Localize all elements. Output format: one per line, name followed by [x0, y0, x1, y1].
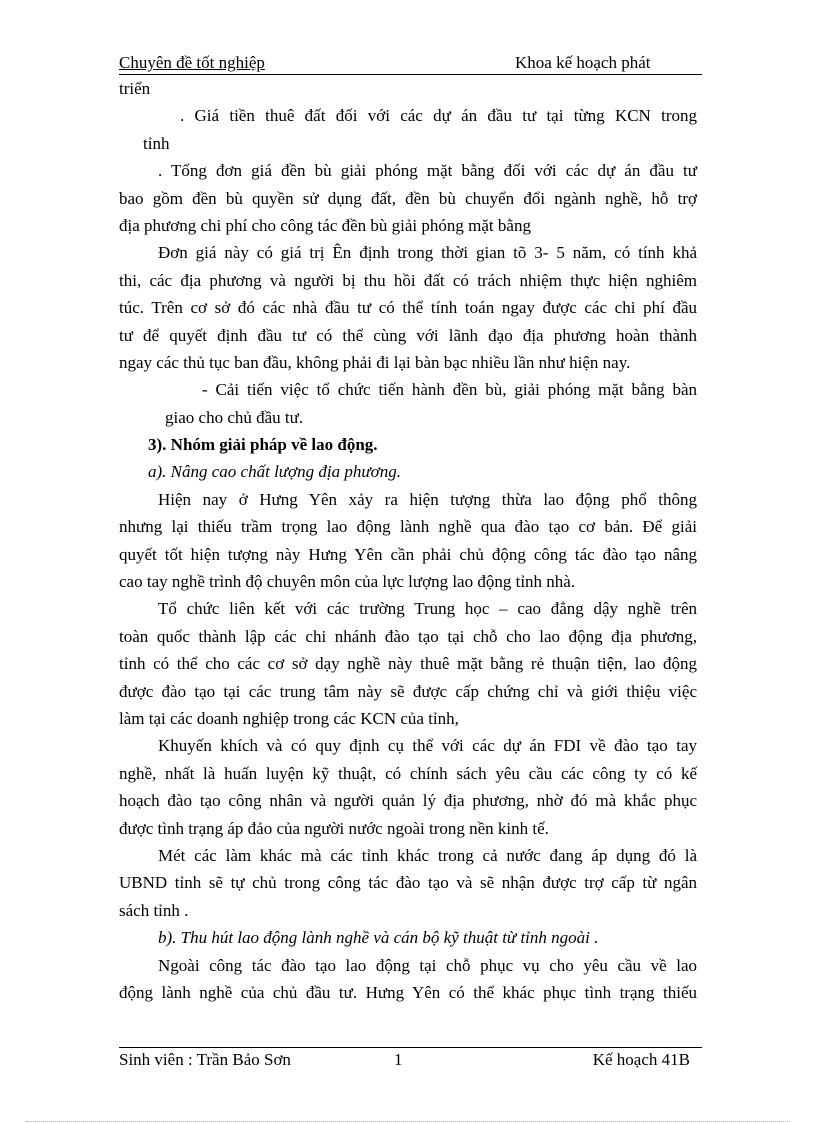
footer-class: Kế hoạch 41B: [592, 1050, 690, 1069]
subsection-heading: a). Nâng cao chất lượng địa phương.: [148, 462, 401, 482]
text-line: tỉnh có thể cho các cơ sở dạy nghề này thuê mặt bằng rẻ thuận tiện, lao động: [119, 654, 697, 674]
text-line: toàn quốc thành lập các chi nhánh đào tạo tại chỗ cho lao động địa phương,: [119, 626, 697, 646]
page-number: 1: [394, 1050, 403, 1069]
text-line: hoạch đào tạo công nhân và người quản lý địa phương, nhờ đó mà khắc phục: [119, 791, 697, 811]
text-line: quyết tốt hiện tượng này Hưng Yên cần phải chủ động công tác đào tạo nâng: [119, 544, 697, 564]
text-line: Khuyến khích và có quy định cụ thể với các dự án FDI về đào tạo tay: [158, 736, 697, 756]
page-boundary-divider: [26, 1121, 790, 1122]
text-line: sách tỉnh .: [119, 900, 189, 920]
text-line: Ngoài công tác đào tạo lao động tại chỗ phục vụ cho yêu cầu về lao: [158, 955, 697, 975]
text-line: được tình trạng áp đảo của người nước ngoài trong nền kinh tế.: [119, 818, 549, 838]
header-department: Khoa kế hoạch phát: [515, 53, 651, 72]
page-footer: [119, 1047, 702, 1072]
text-line: cao tay nghề trình độ chuyên môn của lực lượng lao động tỉnh nhà.: [119, 572, 576, 592]
text-line: Mét các làm khác mà các tỉnh khác trong cả nước đang áp dụng đó là: [158, 845, 697, 865]
text-line: động lành nghề của chủ đầu tư. Hưng Yên có thể khác phục tình trạng thiếu: [119, 982, 697, 1002]
text-line: . Giá tiền thuê đất đối với các dự án đầu tư tại từng KCN trong: [180, 106, 697, 126]
text-line: địa phương chi phí cho công tác đền bù giải phóng mặt bằng: [119, 215, 531, 235]
text-line: được đào tạo tại các trung tâm này sẽ được cấp chứng chỉ và giới thiệu việc: [119, 681, 697, 701]
text-line: làm tại các doanh nghiệp trong các KCN của tỉnh,: [119, 708, 459, 728]
text-line: . Tổng đơn giá đền bù giải phóng mặt bằng đối với các dự án đầu tư: [158, 161, 697, 181]
text-line: nhưng lại thiếu trầm trọng lao động lành nghề qua đào tạo cơ bản. Để giải: [119, 517, 697, 537]
text-line: nghề, nhất là huấn luyện kỹ thuật, có chính sách yêu cầu các công ty có kế: [119, 763, 697, 783]
text-line: túc. Trên cơ sở đó các nhà đầu tư có thể tính toán ngay được các chi phí đầu: [119, 298, 697, 318]
text-line: thi, các địa phương và người bị thu hồi đất có trách nhiệm thực hiện nghiêm: [119, 270, 697, 290]
text-line: tỉnh: [143, 133, 170, 153]
footer-student: Sinh viên : Trần Bảo Sơn: [119, 1050, 291, 1069]
text-line: giao cho chủ đầu tư.: [165, 407, 304, 427]
text-line: tư để quyết định đầu tư có thể cùng với lãnh đạo địa phương hoàn thành: [119, 325, 697, 345]
page-header: [119, 52, 702, 75]
text-line: ngay các thủ tục ban đầu, không phải đi lại bàn bạc nhiều lần như hiện nay.: [119, 352, 631, 372]
text-line: Tổ chức liên kết với các trường Trung học – cao đẳng dậy nghề trên: [158, 599, 697, 619]
text-line: - Cải tiến việc tổ chức tiến hành đền bù, giải phóng mặt bằng bàn: [202, 380, 697, 400]
header-doc-title: Chuyên đề tốt nghiệp: [119, 53, 265, 72]
text-line: triển: [119, 79, 151, 98]
text-line: Hiện nay ở Hưng Yên xảy ra hiện tượng thừa lao động phổ thông: [158, 489, 697, 509]
document-body: [119, 75, 697, 1006]
subsection-heading: b). Thu hút lao động lành nghề và cán bộ kỹ thuật từ tỉnh ngoài .: [158, 928, 599, 948]
text-line: bao gồm đền bù quyền sử dụng đất, đền bù chuyển đổi ngành nghề, hỗ trợ: [119, 188, 697, 208]
text-line: Đơn giá này có giá trị Ên định trong thời gian tõ 3- 5 năm, có tính khả: [158, 243, 697, 263]
text-line: UBND tỉnh sẽ tự chủ trong công tác đào tạo và sẽ nhận được trợ cấp từ ngân: [119, 873, 697, 893]
section-heading: 3). Nhóm giải pháp về lao động.: [148, 435, 378, 455]
